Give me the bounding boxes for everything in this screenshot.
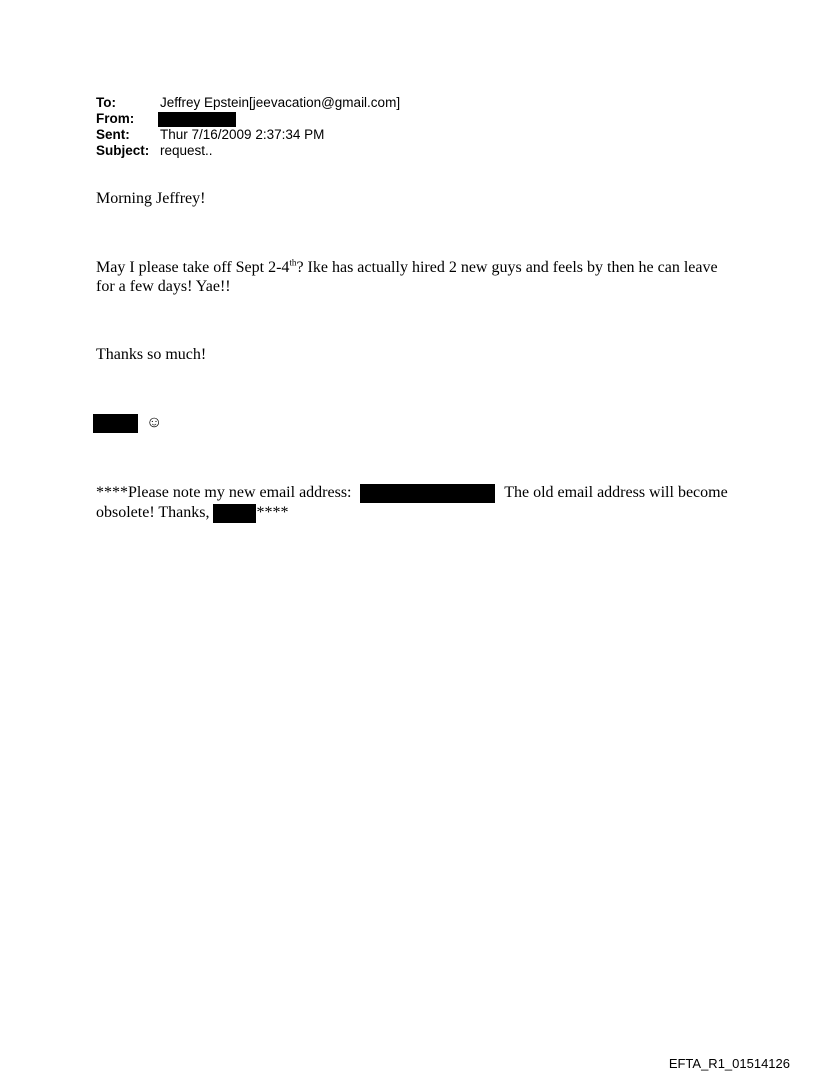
sent-value: Thur 7/16/2009 2:37:34 PM xyxy=(160,127,325,142)
ordinal-suffix: th xyxy=(289,257,297,268)
subject-value: request.. xyxy=(160,143,213,158)
greeting-paragraph xyxy=(96,189,736,208)
request-text-start: May I please take off Sept 2-4 xyxy=(96,259,290,276)
greeting-text: Morning Jeffrey! xyxy=(96,190,206,207)
request-paragraph xyxy=(96,258,736,296)
email-header xyxy=(96,95,400,159)
subject-row xyxy=(96,143,400,159)
document-id: EFTA_R1_01514126 xyxy=(668,1056,790,1071)
signature-line xyxy=(93,413,733,433)
from-row xyxy=(96,111,400,127)
to-row xyxy=(96,95,400,111)
from-label: From: xyxy=(96,111,135,126)
note-text-end: **** xyxy=(256,503,289,521)
subject-label: Subject: xyxy=(96,143,150,158)
redaction-block xyxy=(158,112,236,127)
thanks-paragraph xyxy=(96,345,736,364)
thanks-text: Thanks so much! xyxy=(96,346,207,363)
note-text-middle: The old email address will become obsolete! Thanks, xyxy=(96,484,728,521)
to-value: Jeffrey Epstein[jeevacation@gmail.com] xyxy=(160,95,401,110)
sent-row xyxy=(96,127,400,143)
from-value xyxy=(160,111,236,127)
redaction-block xyxy=(213,504,256,523)
email-change-note xyxy=(96,483,736,523)
note-text-start: ****Please note my new email address: xyxy=(96,484,356,501)
redaction-block xyxy=(93,414,138,433)
redaction-block xyxy=(360,484,495,503)
smiley-icon: ☺ xyxy=(146,414,163,431)
request-text-end: ? Ike has actually hired 2 new guys and feels by then he can leave for a few days! Yae!! xyxy=(96,259,718,295)
to-label: To: xyxy=(96,95,116,110)
sent-label: Sent: xyxy=(96,127,130,142)
